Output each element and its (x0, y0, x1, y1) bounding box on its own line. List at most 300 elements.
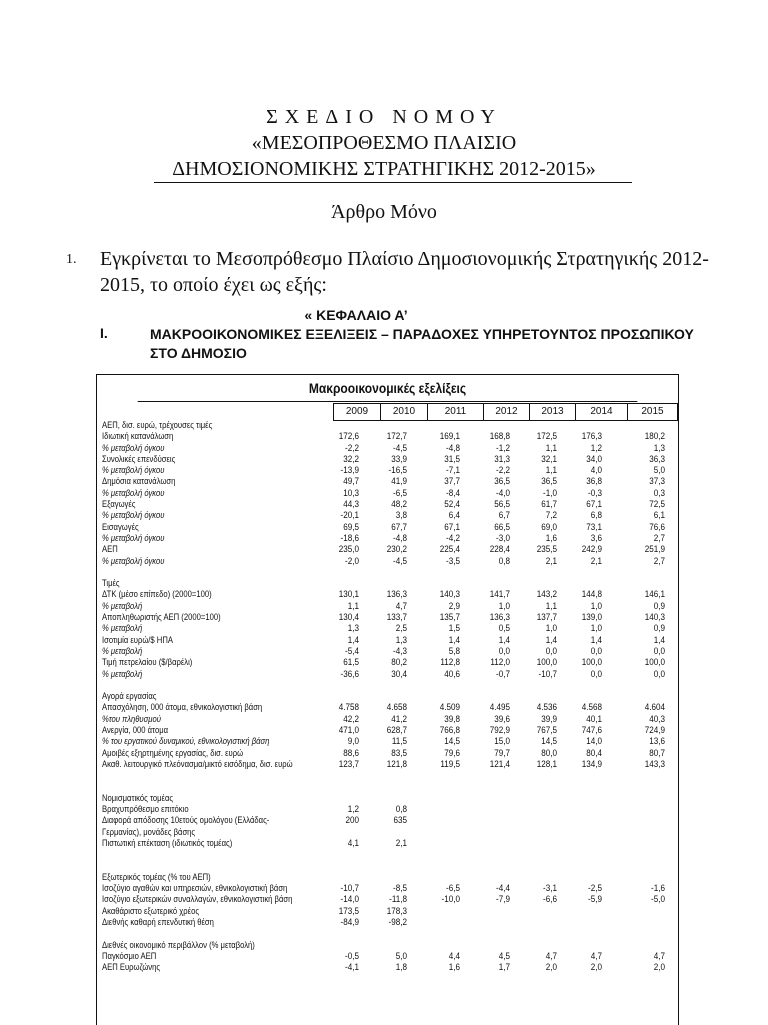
cell-2010: 635 (393, 815, 407, 826)
cell-2013: 172,5 (536, 431, 557, 442)
cell-2014: 67,1 (586, 499, 602, 510)
cell-2015: 0,9 (653, 600, 665, 611)
cell-2010: 121,8 (386, 758, 407, 769)
cell-2012: 168,8 (489, 431, 510, 442)
cell-2015: 0,0 (653, 645, 665, 656)
cell-2015: 76,6 (649, 521, 665, 532)
cell-2010: 1,8 (395, 962, 407, 973)
cell-2009: -84,9 (340, 917, 359, 928)
cell-2013: 1,1 (545, 442, 557, 453)
row-label: % μεταβολή όγκου (102, 510, 165, 521)
cell-2015: 2,7 (653, 532, 665, 543)
table-row (97, 510, 678, 521)
cell-2013: 143,2 (536, 589, 557, 600)
row-label: Ισοτιμία ευρώ/$ ΗΠΑ (102, 634, 173, 645)
cell-2011: 40,6 (444, 668, 460, 679)
row-label: Αγορά εργασίας (102, 691, 157, 702)
cell-2009: 130,4 (338, 612, 359, 623)
table-row (97, 714, 678, 725)
cell-2011: 135,7 (439, 612, 460, 623)
table-row (97, 499, 678, 510)
cell-2012: 1,7 (498, 962, 510, 973)
cell-2010: -8,5 (393, 883, 407, 894)
cell-2013: 36,5 (541, 476, 557, 487)
table-row (97, 431, 678, 442)
cell-2013: 1,4 (545, 634, 557, 645)
table-spacer (97, 770, 678, 781)
cell-2014: 0,0 (590, 668, 602, 679)
cell-2014: -5,9 (588, 894, 602, 905)
cell-2011: 1,4 (448, 634, 460, 645)
cell-2014: 100,0 (581, 657, 602, 668)
cell-2014: 40,1 (586, 713, 602, 724)
cell-2015: 143,3 (644, 758, 665, 769)
row-label: Τιμές (102, 578, 120, 589)
cell-2011: 2,9 (448, 600, 460, 611)
cell-2015: -5,0 (651, 894, 665, 905)
table-row (97, 759, 678, 770)
cell-2011: 67,1 (444, 521, 460, 532)
table-spacer (97, 861, 678, 872)
cell-2013: 1,6 (545, 532, 557, 543)
cell-2010: 628,7 (386, 725, 407, 736)
table-row (97, 962, 678, 973)
cell-2013: 4,7 (545, 950, 557, 961)
cell-2014: 73,1 (586, 521, 602, 532)
title-line-3: ΔΗΜΟΣΙΟΝΟΜΙΚΗΣ ΣΤΡΑΤΗΓΙΚΗΣ 2012-2015» (172, 158, 596, 180)
title-line-1: ΣΧΕΔΙΟ ΝΟΜΟΥ (266, 106, 502, 128)
cell-2013: 32,1 (541, 453, 557, 464)
row-label: Νομισματικός τομέας (102, 792, 174, 803)
cell-2015: 0,0 (653, 668, 665, 679)
cell-2009: 1,1 (347, 600, 359, 611)
cell-2015: 13,6 (649, 736, 665, 747)
table-row (97, 883, 678, 894)
table-spacer (97, 782, 678, 793)
cell-2010: 133,7 (386, 612, 407, 623)
table-row (97, 838, 678, 849)
paragraph-text: Εγκρίνεται το Μεσοπρόθεσμο Πλαίσιο Δημοσιονομικής Στρατηγικής 2012-2015, το οποίο έχει ως εξής: (100, 248, 709, 296)
cell-2012: 1,0 (498, 600, 510, 611)
row-label: Δημόσια κατανάλωση (102, 476, 176, 487)
cell-2014: 139,0 (581, 612, 602, 623)
row-label: Εξαγωγές (102, 499, 136, 510)
cell-2010: -6,5 (393, 487, 407, 498)
cell-2015: 5,0 (653, 465, 665, 476)
year-header-2009: 2009 (333, 403, 380, 421)
year-header-2013: 2013 (529, 403, 575, 421)
row-label: %του πληθυσμού (102, 713, 161, 724)
cell-2009: -4,1 (345, 962, 359, 973)
table-row (97, 589, 678, 600)
cell-2015: 0,9 (653, 623, 665, 634)
table-body (97, 420, 678, 974)
row-label: % μεταβολή (102, 600, 143, 611)
cell-2011: 140,3 (439, 589, 460, 600)
table-row (97, 906, 678, 917)
table-row (97, 612, 678, 623)
row-label: Ανεργία, 000 άτομα (102, 725, 169, 736)
row-label: % μεταβολή όγκου (102, 487, 165, 498)
cell-2014: 176,3 (581, 431, 602, 442)
table-row (97, 556, 678, 567)
cell-2011: -4,8 (446, 442, 460, 453)
row-label: Τιμή πετρελαίου ($/βαρέλι) (102, 657, 193, 668)
row-label: % μεταβολή (102, 645, 143, 656)
cell-2010: 230,2 (386, 544, 407, 555)
section-number: I. (100, 325, 108, 341)
cell-2009: 123,7 (338, 758, 359, 769)
table-group-header (97, 691, 678, 702)
cell-2012: 31,3 (494, 453, 510, 464)
table-row (97, 917, 678, 928)
cell-2009: 32,2 (343, 453, 359, 464)
cell-2012: 4,5 (498, 950, 510, 961)
cell-2009: 42,2 (343, 713, 359, 724)
cell-2014: 36,8 (586, 476, 602, 487)
cell-2011: 1,5 (448, 623, 460, 634)
cell-2011: -10,0 (441, 894, 460, 905)
cell-2010: 30,4 (391, 668, 407, 679)
table-group-header (97, 578, 678, 589)
cell-2011: 119,5 (440, 758, 460, 769)
table-row (97, 736, 678, 747)
cell-2010: 178,3 (386, 905, 407, 916)
cell-2011: 52,4 (444, 499, 460, 510)
cell-2011: 6,4 (448, 510, 460, 521)
row-label: Εισαγωγές (102, 521, 139, 532)
cell-2010: 1,3 (395, 634, 407, 645)
cell-2010: -11,8 (389, 894, 407, 905)
cell-2013: 767,5 (536, 725, 557, 736)
cell-2013: 0,0 (545, 645, 557, 656)
chapter-heading: « ΚΕΦΑΛΑΙΟ Α’ (304, 307, 408, 323)
table-group-header (97, 940, 678, 951)
macro-table (96, 374, 679, 1025)
table-row (97, 476, 678, 487)
cell-2009: 130,1 (338, 589, 359, 600)
cell-2011: -3,5 (446, 555, 460, 566)
cell-2012: 112,0 (490, 657, 510, 668)
cell-2009: 69,5 (343, 521, 359, 532)
cell-2015: 251,9 (644, 544, 665, 555)
cell-2009: -13,9 (340, 465, 359, 476)
table-row (97, 544, 678, 555)
cell-2010: 172,7 (386, 431, 407, 442)
cell-2009: 1,4 (347, 634, 359, 645)
row-label: Αμοιβές εξηρτημένης εργασίας, δισ. ευρώ (102, 747, 244, 758)
cell-2014: 1,0 (590, 623, 602, 634)
table-row (97, 488, 678, 499)
row-label: % του εργατικού δυναμικού, εθνικολογιστική βάση (102, 736, 270, 747)
cell-2015: 80,7 (649, 747, 665, 758)
document-title (0, 104, 768, 182)
row-label: Παγκόσμιο ΑΕΠ (102, 950, 157, 961)
cell-2015: 2,7 (653, 555, 665, 566)
row-label: ΑΕΠ Ευρωζώνης (102, 962, 161, 973)
row-label: Διεθνές οικονομικό περιβάλλον (% μεταβολή) (102, 939, 255, 950)
cell-2012: 39,6 (494, 713, 510, 724)
cell-2013: -1,0 (543, 487, 557, 498)
cell-2014: 134,9 (581, 758, 602, 769)
cell-2012: 792,9 (489, 725, 510, 736)
cell-2010: -4,8 (393, 532, 407, 543)
cell-2013: 1,1 (545, 465, 557, 476)
row-label: Εξωτερικός τομέας (% του ΑΕΠ) (102, 871, 211, 882)
cell-2013: 100,0 (536, 657, 557, 668)
row-label: Γερμανίας), μονάδες βάσης (102, 826, 196, 837)
cell-2014: 4,7 (590, 950, 602, 961)
cell-2015: 180,2 (644, 431, 665, 442)
cell-2010: 11,5 (391, 736, 407, 747)
cell-2015: 724,9 (644, 725, 665, 736)
cell-2013: 80,0 (541, 747, 557, 758)
cell-2010: 80,2 (391, 657, 407, 668)
cell-2009: 49,7 (343, 476, 359, 487)
table-spacer (97, 567, 678, 578)
cell-2014: 34,0 (586, 453, 602, 464)
row-label: ΑΕΠ (102, 544, 118, 555)
cell-2014: 242,9 (581, 544, 602, 555)
cell-2012: 15,0 (494, 736, 510, 747)
cell-2009: -2,2 (345, 442, 359, 453)
cell-2009: 4,1 (347, 837, 359, 848)
row-label: Πιστωτική επέκταση (ιδιωτικός τομέας) (102, 837, 233, 848)
row-label: % μεταβολή όγκου (102, 532, 165, 543)
table-row (97, 725, 678, 736)
cell-2010: -16,5 (388, 465, 407, 476)
cell-2011: 169,1 (439, 431, 460, 442)
cell-2011: -7,1 (446, 465, 460, 476)
cell-2014: 14,0 (586, 736, 602, 747)
table-row (97, 657, 678, 668)
cell-2009: 88,6 (343, 747, 359, 758)
row-label: ΔΤΚ (μέσο επίπεδο) (2000=100) (102, 589, 212, 600)
cell-2015: 1,4 (653, 634, 665, 645)
cell-2012: 66,5 (494, 521, 510, 532)
row-label: % μεταβολή (102, 623, 143, 634)
cell-2014: 1,4 (590, 634, 602, 645)
cell-2015: 140,3 (644, 612, 665, 623)
row-label: Διεθνής καθαρή επενδυτική θέση (102, 917, 214, 928)
cell-2011: 766,8 (439, 725, 460, 736)
cell-2012: -7,9 (496, 894, 510, 905)
table-row (97, 533, 678, 544)
table-row (97, 748, 678, 759)
cell-2015: 146,1 (644, 589, 665, 600)
cell-2014: 0,0 (590, 645, 602, 656)
cell-2010: 0,8 (395, 804, 407, 815)
cell-2013: -6,6 (543, 894, 557, 905)
cell-2012: -0,7 (496, 668, 510, 679)
cell-2011: -8,4 (446, 487, 460, 498)
cell-2014: 2,0 (590, 962, 602, 973)
cell-2013: 14,5 (541, 736, 557, 747)
cell-2015: 40,3 (649, 713, 665, 724)
cell-2010: -98,2 (388, 917, 407, 928)
cell-2009: 44,3 (343, 499, 359, 510)
row-label: Αποπληθωριστής ΑΕΠ (2000=100) (102, 612, 221, 623)
cell-2009: -5,4 (345, 645, 359, 656)
cell-2012: -4,0 (496, 487, 510, 498)
cell-2014: 144,8 (581, 589, 602, 600)
cell-2015: 1,3 (653, 442, 665, 453)
cell-2015: 37,3 (649, 476, 665, 487)
cell-2012: -4,4 (496, 883, 510, 894)
cell-2010: 2,1 (395, 837, 407, 848)
table-row (97, 894, 678, 905)
cell-2012: -3,0 (496, 532, 510, 543)
row-label: Ισοζύγιο αγαθών και υπηρεσιών, εθνικολογιστική βάση (102, 883, 288, 894)
year-header-row (97, 402, 678, 419)
cell-2009: 9,0 (347, 736, 359, 747)
cell-2013: 4.536 (536, 702, 557, 713)
cell-2010: 4,7 (395, 600, 407, 611)
cell-2010: 67,7 (391, 521, 407, 532)
cell-2012: 0,5 (498, 623, 510, 634)
cell-2009: 1,2 (347, 804, 359, 815)
cell-2014: 3,6 (590, 532, 602, 543)
year-header-2015: 2015 (627, 403, 678, 421)
table-row (97, 646, 678, 657)
cell-2014: 4,0 (590, 465, 602, 476)
cell-2009: 1,3 (347, 623, 359, 634)
table-row (97, 443, 678, 454)
cell-2011: 112,8 (440, 657, 460, 668)
cell-2013: 137,7 (536, 612, 557, 623)
table-row (97, 669, 678, 680)
cell-2013: 235,5 (536, 544, 557, 555)
cell-2011: 79,6 (444, 747, 460, 758)
cell-2010: -4,5 (393, 442, 407, 453)
cell-2009: -10,7 (340, 883, 359, 894)
cell-2014: 4.568 (581, 702, 602, 713)
cell-2010: 41,2 (391, 713, 407, 724)
cell-2015: 6,1 (653, 510, 665, 521)
cell-2010: -4,3 (393, 645, 407, 656)
table-spacer (97, 849, 678, 860)
cell-2009: -20,1 (340, 510, 359, 521)
cell-2009: 4.758 (338, 702, 359, 713)
cell-2011: -4,2 (446, 532, 460, 543)
table-row (97, 601, 678, 612)
cell-2012: 141,7 (489, 589, 510, 600)
cell-2011: 31,5 (444, 453, 460, 464)
cell-2014: -0,3 (588, 487, 602, 498)
cell-2015: 100,0 (644, 657, 665, 668)
cell-2013: 2,1 (545, 555, 557, 566)
table-spacer (97, 928, 678, 939)
cell-2013: 61,7 (541, 499, 557, 510)
cell-2010: 3,8 (395, 510, 407, 521)
title-line-2: «ΜΕΣΟΠΡΟΘΕΣΜΟ ΠΛΑΙΣΙΟ (251, 132, 517, 154)
cell-2011: 14,5 (444, 736, 460, 747)
table-title: Μακροοικονομικές εξελίξεις (138, 375, 638, 402)
cell-2013: 2,0 (545, 962, 557, 973)
table-group-header (97, 793, 678, 804)
cell-2010: 5,0 (395, 950, 407, 961)
cell-2014: 80,4 (586, 747, 602, 758)
row-label: ΑΕΠ, δισ. ευρώ, τρέχουσες τιμές (102, 420, 213, 430)
row-label: % μεταβολή (102, 668, 143, 679)
cell-2011: 4.509 (439, 702, 460, 713)
row-label: % μεταβολή όγκου (102, 465, 165, 476)
cell-2014: 1,0 (590, 600, 602, 611)
row-label: Ακαθ. λειτουργικό πλεόνασμα/μικτό εισόδημα, δισ. ευρώ (102, 758, 293, 769)
table-row (97, 951, 678, 962)
cell-2011: 1,6 (448, 962, 460, 973)
year-header-2014: 2014 (575, 403, 627, 421)
row-label: Ισοζύγιο εξωτερικών συναλλαγών, εθνικολογιστική βάση (102, 894, 293, 905)
cell-2011: 4,4 (448, 950, 460, 961)
cell-2013: 7,2 (545, 510, 557, 521)
paragraph-number: 1. (66, 252, 77, 267)
cell-2012: 136,3 (489, 612, 510, 623)
table-row (97, 454, 678, 465)
table-row (97, 702, 678, 713)
cell-2012: -1,2 (496, 442, 510, 453)
table-row (97, 804, 678, 815)
table-row (97, 522, 678, 533)
cell-2009: 61,5 (343, 657, 359, 668)
cell-2015: 4,7 (653, 950, 665, 961)
cell-2012: -2,2 (496, 465, 510, 476)
article-heading: Άρθρο Μόνο (331, 201, 437, 223)
cell-2013: 1,0 (545, 623, 557, 634)
row-label: Ακαθάριστο εξωτερικό χρέος (102, 905, 200, 916)
cell-2012: 56,5 (494, 499, 510, 510)
cell-2014: 1,2 (590, 442, 602, 453)
row-label: % μεταβολή όγκου (102, 555, 165, 566)
cell-2014: -2,5 (588, 883, 602, 894)
cell-2010: 33,9 (391, 453, 407, 464)
table-row (97, 827, 678, 838)
cell-2012: 4.495 (489, 702, 510, 713)
cell-2009: 471,0 (338, 725, 359, 736)
year-header-2010: 2010 (380, 403, 427, 421)
cell-2012: 228,4 (489, 544, 510, 555)
cell-2011: -6,5 (446, 883, 460, 894)
table-spacer (97, 680, 678, 691)
cell-2012: 6,7 (498, 510, 510, 521)
cell-2009: 173,5 (338, 905, 359, 916)
cell-2015: 36,3 (649, 453, 665, 464)
year-header-2011: 2011 (427, 403, 483, 421)
cell-2013: -10,7 (538, 668, 557, 679)
cell-2009: 10,3 (343, 487, 359, 498)
cell-2009: 172,6 (338, 431, 359, 442)
row-label: Διαφορά απόδοσης 10ετούς ομολόγου (Ελλάδας- (102, 815, 270, 826)
table-row (97, 635, 678, 646)
row-label: Ιδιωτική κατανάλωση (102, 431, 174, 442)
cell-2015: 4.604 (644, 702, 665, 713)
cell-2010: -4,5 (393, 555, 407, 566)
cell-2010: 136,3 (386, 589, 407, 600)
cell-2012: 1,4 (498, 634, 510, 645)
row-label: Απασχόληση, 000 άτομα, εθνικολογιστική βάση (102, 702, 263, 713)
cell-2014: 2,1 (590, 555, 602, 566)
cell-2009: -0,5 (345, 950, 359, 961)
cell-2015: 72,5 (649, 499, 665, 510)
cell-2014: 6,8 (590, 510, 602, 521)
table-row (97, 465, 678, 476)
row-label: Συνολικές επενδύσεις (102, 453, 176, 464)
cell-2009: 235,0 (338, 544, 359, 555)
cell-2010: 2,5 (395, 623, 407, 634)
cell-2010: 4.658 (386, 702, 407, 713)
year-header-2012: 2012 (483, 403, 529, 421)
cell-2015: -1,6 (651, 883, 665, 894)
